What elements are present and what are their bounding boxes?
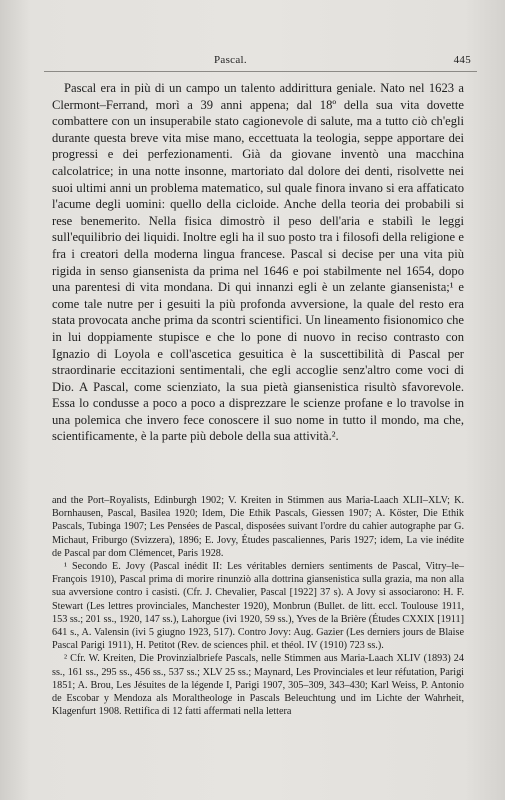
footnotes [52, 494, 464, 718]
running-title: Pascal. [214, 54, 247, 66]
footnote-2: ² Cfr. W. Kreiten, Die Provinzialbriefe Pascals, nelle Stimmen aus Maria-Laach XLIV (1893) 24 ss., 161 ss., 295 ss., 456 ss., 537 ss.; XLV 25 ss.; Maynard, Les Provinciales et leur réfutation, Parigi 1851; A. Brou, Les Jésuites de la légende I, Parigi 1907, 305–309, 343–430; Karl Weiss, P. Antonio de Escobar y Mendoza als Moraltheologe in Pascals Beleuchtung und im Lichte der Wahrheit, Klagenfurt 1908. Rettifica di 12 fatti affermati nella lettera [52, 653, 464, 718]
page-header [44, 54, 477, 70]
footnote-continued: and the Port–Royalists, Edinburgh 1902; V. Kreiten in Stimmen aus Maria-Laach XLII–XLV; K. Bornhausen, Pascal, Basilea 1920; Idem, Die Ethik Pascals, Giessen 1907; A. Köster, Die Ethik Pascals, Tubinga 1907; Les Pensées de Pascal, disposées suivant l'ordre du cahier autographe par G. Michaut, Friburgo (Svizzera), 1896; E. Jovy, Études pascaliennes, Paris 1927; idem, La vie inédite de Pascal par dom Clémencet, Paris 1928. [52, 495, 464, 559]
page-number: 445 [453, 54, 471, 66]
body-paragraph: Pascal era in più di un campo un talento addirittura geniale. Nato nel 1623 a Clermont–Ferrand, morì a 39 anni appena; dal 18º della sua vita dovette combattere con un insuperabile stato cagionevole di salute, ma a tutto ciò ch'egli durante questa breve vita mise mano, eccettuata la teologia, seppe apportare dei progressi e dei perfezionamenti. Già da giovane inventò una macchina calcolatrice; in una notte insonne, martoriato dal dolore dei denti, risolvette nei suoi ultimi anni un problema matematico, sul quale finora invano si era affaticato l'acume degli uomini: quello della cicloide. Anche della teoria dei probabili si rese benemerito. Nella fisica dimostrò il peso dell'aria e stabilì le leggi sull'equilibrio dei liquidi. Inoltre egli ha il suo posto tra i filosofi della religione e fra i creatori della moderna lingua francese. Pascal si decise per una vita più rigida in senso giansenista da prima nel 1646 e poi stabilmente nel 1654, dopo una parentesi di vita mondana. Di qui innanzi egli è un zelante giansenista;¹ e come tale nutre per i gesuiti la più profonda avversione, la quale del resto era stata provocata anche prima da scontri scientifici. Un lineamento fisionomico che in lui doppiamente stupisce e che lo pone di nuovo in reciso contrasto con Ignazio di Loyola e coll'ascetica gesuitica è la suscettibilità di Pascal per straordinarie eccitazioni sentimentali, che egli accoglie senz'altro come voci di Dio. A Pascal, come scienziato, la sua pietà giansenistica risultò sfavorevole. Essa lo condusse a poco a poco a disprezzare le scienze profane e lo travolse in una polemica che invero fece conoscere il suo nome in tutto il mondo, ma che, scientificamente, è la parte più debole della sua attività.². [52, 81, 464, 444]
footnote-1: ¹ Secondo E. Jovy (Pascal inédit II: Les véritables derniers sentiments de Pascal, Vitry–le–François 1910), Pascal prima di morire rinunziò alla dottrina giansenistica sulla grazia, ma non alla sua avversione contro i casisti. (Cfr. J. Chevalier, Pascal [1922] 37 s). A Jovy si associarono: H. F. Stewart (Les lettres provinciales, Manchester 1920), Monbrun (Bullet. de litt. eccl. Toulouse 1911, 153 ss.; 201 ss., 1920, 147 ss.), Lahorgue (ivi 1920, 59 ss.), Yves de la Brière (Études CXXIX [1911] 641 s., A. Valensin (ivi 5 giugno 1923, 517). Contro Jovy: Aug. Gazier (Les derniers jours de Blaise Pascal Parigi 1911), H. Petitot (Rev. de sciences phil. et théol. IV (1910) 723 ss.). [52, 561, 464, 652]
header-rule [44, 71, 477, 72]
main-text [52, 80, 464, 445]
